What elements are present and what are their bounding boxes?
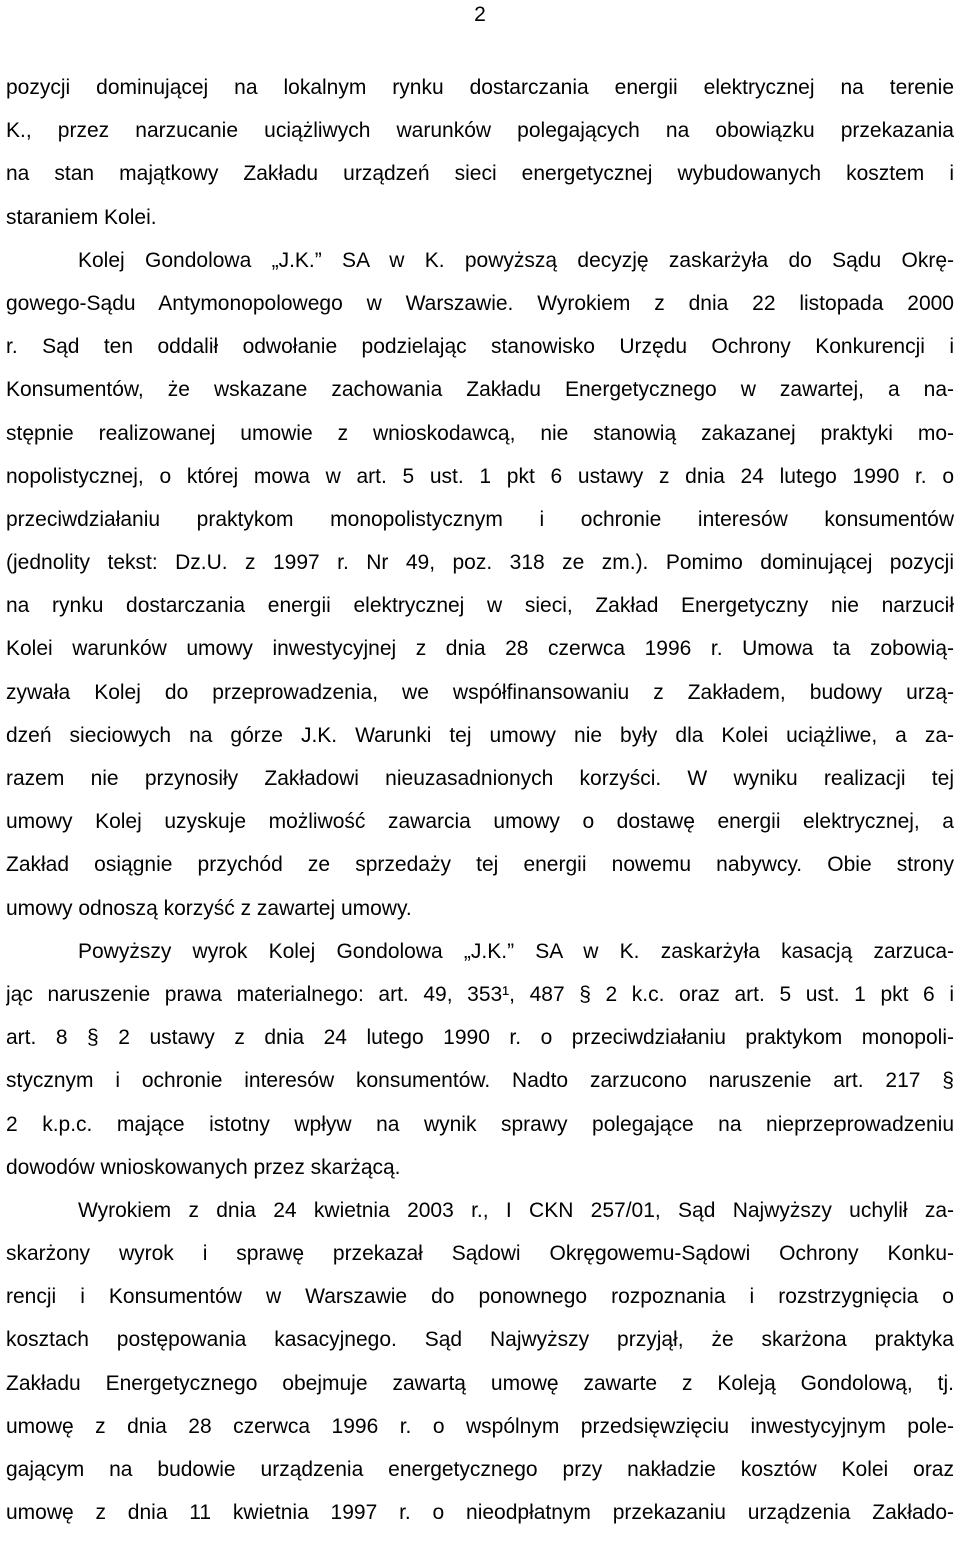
text-line: 2 k.p.c. mające istotny wpływ na wynik sprawy polegające na nieprzeprowadzeniu xyxy=(6,1112,954,1136)
text-line: art. 8 § 2 ustawy z dnia 24 lutego 1990 r. o przeciwdziałaniu praktykom monopoli- xyxy=(6,1026,954,1050)
text-line: kosztach postępowania kasacyjnego. Sąd Najwyższy przyjął, że skarżona praktyka xyxy=(6,1328,954,1352)
text-line: umowy Kolej uzyskuje możliwość zawarcia umowy o dostawę energii elektrycznej, a xyxy=(6,810,954,834)
text-line: Kolei warunków umowy inwestycyjnej z dnia 28 czerwca 1996 r. Umowa ta zobowią- xyxy=(6,637,954,661)
text-line: skarżony wyrok i sprawę przekazał Sądowi Okręgowemu-Sądowi Ochrony Konku- xyxy=(6,1242,954,1266)
text-line: K., przez narzucanie uciążliwych warunków polegających na obowiązku przekazania xyxy=(6,119,954,143)
text-line: na rynku dostarczania energii elektrycznej w sieci, Zakład Energetyczny nie narzucił xyxy=(6,594,954,618)
text-line: jąc naruszenie prawa materialnego: art. 49, 353¹, 487 § 2 k.c. oraz art. 5 ust. 1 pkt 6 i xyxy=(6,982,954,1006)
text-line: na stan majątkowy Zakładu urządzeń sieci energetycznej wybudowanych kosztem i xyxy=(6,162,954,186)
text-line: dzeń sieciowych na górze J.K. Warunki tej umowy nie były dla Kolei uciążliwe, a za- xyxy=(6,723,954,747)
text-line: dowodów wnioskowanych przez skarżącą. xyxy=(6,1155,401,1179)
paragraph-start: Wyrokiem z dnia 24 kwietnia 2003 r., I CKN 257/01, Sąd Najwyższy uchylił za- xyxy=(78,1198,954,1222)
text-line: Konsumentów, że wskazane zachowania Zakładu Energetycznego w zawartej, a na- xyxy=(6,378,954,402)
text-line: (jednolity tekst: Dz.U. z 1997 r. Nr 49, poz. 318 ze zm.). Pomimo dominującej pozycji xyxy=(6,551,954,575)
text-line: r. Sąd ten oddalił odwołanie podzielając stanowisko Urzędu Ochrony Konkurencji i xyxy=(6,335,954,359)
text-line: zywała Kolej do przeprowadzenia, we współfinansowaniu z Zakładem, budowy urzą- xyxy=(6,680,954,704)
document-body xyxy=(6,66,954,1534)
text-line: przeciwdziałaniu praktykom monopolistycznym i ochronie interesów konsumentów xyxy=(6,507,954,531)
paragraph-start: Powyższy wyrok Kolej Gondolowa „J.K.” SA w K. zaskarżyła kasacją zarzuca- xyxy=(78,939,954,963)
text-line: Zakład osiągnie przychód ze sprzedaży tej energii nowemu nabywcy. Obie strony xyxy=(6,853,954,877)
text-line: nopolistycznej, o której mowa w art. 5 ust. 1 pkt 6 ustawy z dnia 24 lutego 1990 r. o xyxy=(6,464,954,488)
text-line: rencji i Konsumentów w Warszawie do ponownego rozpoznania i rozstrzygnięcia o xyxy=(6,1285,954,1309)
text-line: stycznym i ochronie interesów konsumentów. Nadto zarzucono naruszenie art. 217 § xyxy=(6,1069,954,1093)
text-line: razem nie przynosiły Zakładowi nieuzasadnionych korzyści. W wyniku realizacji tej xyxy=(6,767,954,790)
text-line: umowy odnoszą korzyść z zawartej umowy. xyxy=(6,896,412,920)
text-line: stępnie realizowanej umowie z wnioskodawcą, nie stanowią zakazanej praktyki mo- xyxy=(6,421,954,445)
text-line: Zakładu Energetycznego obejmuje zawartą umowę zawarte z Koleją Gondolową, tj. xyxy=(6,1371,954,1395)
page-number: 2 xyxy=(474,3,486,26)
text-line: pozycji dominującej na lokalnym rynku dostarczania energii elektrycznej na terenie xyxy=(6,76,954,99)
text-line: umowę z dnia 11 kwietnia 1997 r. o nieodpłatnym przekazaniu urządzenia Zakłado- xyxy=(6,1501,954,1525)
text-line: umowę z dnia 28 czerwca 1996 r. o wspólnym przedsięwzięciu inwestycyjnym pole- xyxy=(6,1414,954,1438)
text-line: gającym na budowie urządzenia energetycznego przy nakładzie kosztów Kolei oraz xyxy=(6,1458,954,1481)
paragraph-start: Kolej Gondolowa „J.K.” SA w K. powyższą decyzję zaskarżyła do Sądu Okrę- xyxy=(78,248,954,272)
text-line: gowego-Sądu Antymonopolowego w Warszawie. Wyrokiem z dnia 22 listopada 2000 xyxy=(6,291,954,315)
text-line: staraniem Kolei. xyxy=(6,205,157,229)
